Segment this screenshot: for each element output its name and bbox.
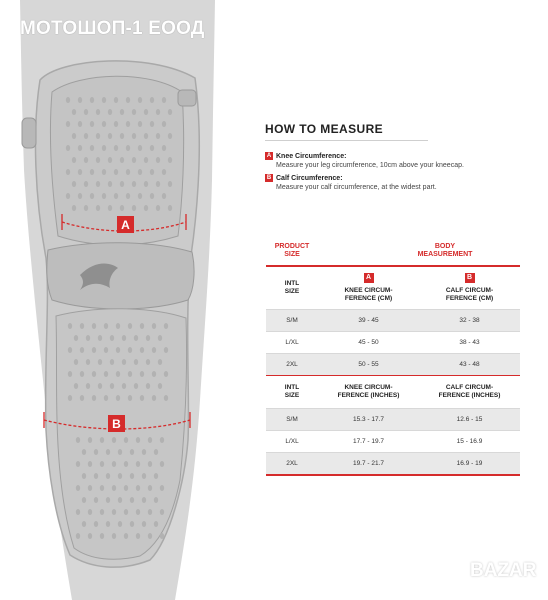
vent-hole bbox=[140, 371, 144, 377]
knee-cm-cell: 39 - 45 bbox=[358, 317, 379, 324]
vent-hole bbox=[104, 323, 108, 329]
table-row bbox=[266, 453, 520, 476]
vent-hole bbox=[154, 449, 158, 455]
vent-hole bbox=[78, 121, 82, 127]
vent-hole bbox=[130, 449, 134, 455]
vent-hole bbox=[72, 133, 76, 139]
vent-hole bbox=[122, 359, 126, 365]
size-cell: S/M bbox=[286, 317, 298, 324]
vent-hole bbox=[156, 133, 160, 139]
vent-hole bbox=[102, 97, 106, 103]
vent-hole bbox=[110, 335, 114, 341]
vent-hole bbox=[74, 383, 78, 389]
vent-hole bbox=[124, 437, 128, 443]
vent-hole bbox=[148, 509, 152, 515]
inch-intl-line1: INTL bbox=[284, 384, 300, 391]
vent-hole bbox=[102, 145, 106, 151]
cm-col-a-line1: KNEE CIRCUM- bbox=[344, 287, 393, 294]
vent-hole bbox=[140, 323, 144, 329]
cm-col-a-badge: A bbox=[364, 273, 374, 283]
vent-hole bbox=[126, 169, 130, 175]
vent-hole bbox=[118, 473, 122, 479]
vent-hole bbox=[144, 157, 148, 163]
vent-hole bbox=[142, 473, 146, 479]
vent-hole bbox=[132, 157, 136, 163]
vent-hole bbox=[72, 109, 76, 115]
vent-hole bbox=[98, 335, 102, 341]
vent-hole bbox=[144, 181, 148, 187]
vent-hole bbox=[160, 509, 164, 515]
vent-hole bbox=[122, 383, 126, 389]
vent-hole bbox=[164, 371, 168, 377]
hinge-top bbox=[178, 90, 196, 106]
vent-hole bbox=[136, 461, 140, 467]
knee-inch-cell: 15.3 - 17.7 bbox=[352, 416, 385, 423]
vent-hole bbox=[132, 133, 136, 139]
vent-hole bbox=[90, 169, 94, 175]
vent-hole bbox=[144, 205, 148, 211]
vent-hole bbox=[120, 109, 124, 115]
inch-col-a-line2: FERENCE (INCHES) bbox=[337, 392, 400, 399]
vent-hole bbox=[100, 461, 104, 467]
vent-hole bbox=[138, 169, 142, 175]
vent-hole bbox=[162, 193, 166, 199]
vent-hole bbox=[136, 485, 140, 491]
vent-hole bbox=[88, 485, 92, 491]
vent-hole bbox=[76, 461, 80, 467]
vent-hole bbox=[110, 383, 114, 389]
table-row bbox=[266, 431, 520, 453]
vent-hole bbox=[140, 395, 144, 401]
vent-hole bbox=[88, 461, 92, 467]
vent-hole bbox=[118, 449, 122, 455]
cm-col-a-line2: FERENCE (CM) bbox=[344, 295, 393, 302]
vent-hole bbox=[138, 121, 142, 127]
cm-col-b-line1: CALF CIRCUM- bbox=[445, 287, 494, 294]
vent-hole bbox=[116, 395, 120, 401]
knee-joint bbox=[47, 243, 194, 309]
vent-hole bbox=[90, 121, 94, 127]
vent-hole bbox=[82, 497, 86, 503]
vent-hole bbox=[72, 181, 76, 187]
instruction-knee-title: Knee Circumference: bbox=[276, 153, 347, 160]
vent-hole bbox=[88, 437, 92, 443]
vent-hole bbox=[112, 485, 116, 491]
title-divider bbox=[265, 140, 428, 141]
cm-intl-line2: SIZE bbox=[284, 288, 300, 295]
vent-hole bbox=[150, 169, 154, 175]
badge-b: B bbox=[266, 175, 272, 181]
vent-hole bbox=[76, 485, 80, 491]
vent-hole bbox=[66, 145, 70, 151]
vent-hole bbox=[128, 371, 132, 377]
vent-hole bbox=[126, 145, 130, 151]
table-row bbox=[266, 332, 520, 354]
knee-inch-cell: 17.7 - 19.7 bbox=[352, 438, 385, 445]
vent-hole bbox=[152, 347, 156, 353]
vent-hole bbox=[168, 205, 172, 211]
vent-hole bbox=[86, 359, 90, 365]
size-cell: 2XL bbox=[286, 460, 298, 467]
inch-knee-header bbox=[318, 384, 419, 400]
product-size-header bbox=[266, 243, 318, 259]
cm-knee-header bbox=[318, 273, 419, 303]
vent-hole bbox=[138, 193, 142, 199]
vent-hole bbox=[162, 121, 166, 127]
vent-hole bbox=[136, 509, 140, 515]
vent-hole bbox=[156, 205, 160, 211]
vent-hole bbox=[116, 323, 120, 329]
marker-b-label: B bbox=[112, 417, 121, 431]
vent-hole bbox=[156, 157, 160, 163]
cm-col-b-line2: FERENCE (CM) bbox=[445, 295, 494, 302]
vent-hole bbox=[96, 157, 100, 163]
vent-hole bbox=[92, 323, 96, 329]
instruction-knee bbox=[265, 152, 464, 170]
vent-hole bbox=[118, 521, 122, 527]
vent-hole bbox=[102, 169, 106, 175]
vent-hole bbox=[154, 473, 158, 479]
instruction-knee-text: Measure your leg circumference, 10cm above your kneecap. bbox=[276, 162, 464, 169]
vent-hole bbox=[72, 157, 76, 163]
vent-hole bbox=[132, 205, 136, 211]
vent-hole bbox=[158, 335, 162, 341]
vent-hole bbox=[124, 461, 128, 467]
body-measurement-line1: BODY bbox=[434, 243, 456, 250]
size-cell: L/XL bbox=[285, 339, 299, 346]
vent-hole bbox=[132, 109, 136, 115]
instruction-calf-title: Calf Circumference: bbox=[276, 175, 343, 182]
vent-hole bbox=[76, 509, 80, 515]
vent-hole bbox=[114, 145, 118, 151]
vent-hole bbox=[78, 169, 82, 175]
vent-hole bbox=[106, 497, 110, 503]
vent-hole bbox=[110, 359, 114, 365]
vent-hole bbox=[164, 347, 168, 353]
vent-hole bbox=[112, 461, 116, 467]
vent-hole bbox=[168, 133, 172, 139]
vent-hole bbox=[104, 347, 108, 353]
inch-intl-size-header bbox=[266, 384, 318, 400]
vent-hole bbox=[66, 97, 70, 103]
vent-hole bbox=[162, 145, 166, 151]
vent-hole bbox=[100, 485, 104, 491]
calf-inch-cell: 12.6 - 15 bbox=[456, 416, 483, 423]
vent-hole bbox=[68, 347, 72, 353]
vent-hole bbox=[152, 371, 156, 377]
vent-hole bbox=[82, 449, 86, 455]
vent-hole bbox=[132, 181, 136, 187]
vent-hole bbox=[122, 335, 126, 341]
vent-hole bbox=[84, 133, 88, 139]
vent-hole bbox=[98, 359, 102, 365]
vent-hole bbox=[98, 383, 102, 389]
size-cell: L/XL bbox=[285, 438, 299, 445]
vent-hole bbox=[168, 109, 172, 115]
vent-hole bbox=[130, 473, 134, 479]
vent-hole bbox=[86, 335, 90, 341]
vent-hole bbox=[160, 533, 164, 539]
vent-hole bbox=[120, 181, 124, 187]
inch-col-b-line2: FERENCE (INCHES) bbox=[438, 392, 501, 399]
cm-column-headers bbox=[266, 267, 520, 310]
vent-hole bbox=[78, 145, 82, 151]
vent-hole bbox=[92, 395, 96, 401]
vent-hole bbox=[164, 395, 168, 401]
size-cell: 2XL bbox=[286, 361, 298, 368]
vent-hole bbox=[124, 533, 128, 539]
cm-intl-line1: INTL bbox=[284, 280, 300, 287]
vent-hole bbox=[84, 181, 88, 187]
vent-hole bbox=[92, 371, 96, 377]
vent-hole bbox=[146, 359, 150, 365]
vent-hole bbox=[112, 509, 116, 515]
cm-calf-header bbox=[419, 273, 520, 303]
vent-hole bbox=[148, 437, 152, 443]
vent-hole bbox=[90, 145, 94, 151]
vent-hole bbox=[124, 509, 128, 515]
vent-hole bbox=[150, 193, 154, 199]
vent-hole bbox=[126, 97, 130, 103]
inch-intl-line2: SIZE bbox=[284, 392, 300, 399]
product-size-line2: SIZE bbox=[284, 251, 300, 258]
vent-hole bbox=[138, 97, 142, 103]
cm-col-b-badge: B bbox=[465, 273, 475, 283]
vent-hole bbox=[162, 97, 166, 103]
cm-intl-size-header bbox=[266, 280, 318, 296]
vent-hole bbox=[148, 533, 152, 539]
vent-hole bbox=[152, 323, 156, 329]
vent-hole bbox=[154, 521, 158, 527]
vent-hole bbox=[126, 193, 130, 199]
vent-hole bbox=[84, 205, 88, 211]
vent-hole bbox=[146, 383, 150, 389]
vent-hole bbox=[80, 371, 84, 377]
vent-hole bbox=[144, 133, 148, 139]
calf-inch-cell: 15 - 16.9 bbox=[456, 438, 483, 445]
vent-hole bbox=[134, 335, 138, 341]
vent-hole bbox=[66, 169, 70, 175]
vent-hole bbox=[94, 521, 98, 527]
vent-hole bbox=[138, 145, 142, 151]
vent-hole bbox=[128, 395, 132, 401]
guide-title: HOW TO MEASURE bbox=[265, 122, 384, 136]
body-measurement-line2: MEASUREMENT bbox=[417, 251, 473, 258]
vent-hole bbox=[90, 97, 94, 103]
vent-hole bbox=[102, 193, 106, 199]
vent-hole bbox=[114, 121, 118, 127]
vent-hole bbox=[120, 133, 124, 139]
vent-hole bbox=[160, 485, 164, 491]
vent-hole bbox=[108, 109, 112, 115]
vent-hole bbox=[136, 533, 140, 539]
vent-hole bbox=[134, 359, 138, 365]
vent-hole bbox=[106, 521, 110, 527]
vent-hole bbox=[106, 473, 110, 479]
vent-hole bbox=[88, 533, 92, 539]
vent-hole bbox=[162, 169, 166, 175]
vent-hole bbox=[82, 521, 86, 527]
table-header bbox=[266, 243, 520, 265]
vent-hole bbox=[84, 109, 88, 115]
vent-hole bbox=[130, 497, 134, 503]
vent-hole bbox=[120, 205, 124, 211]
vent-hole bbox=[158, 383, 162, 389]
vent-hole bbox=[96, 133, 100, 139]
inch-col-b-line1: CALF CIRCUM- bbox=[445, 384, 494, 391]
vent-hole bbox=[112, 533, 116, 539]
vent-hole bbox=[106, 449, 110, 455]
shop-watermark: МОТОШОП-1 ЕООД bbox=[20, 18, 205, 39]
product-size-line1: PRODUCT bbox=[274, 243, 310, 250]
vent-hole bbox=[146, 335, 150, 341]
vent-hole bbox=[124, 485, 128, 491]
vent-hole bbox=[68, 323, 72, 329]
vent-hole bbox=[150, 145, 154, 151]
knee-inch-cell: 19.7 - 21.7 bbox=[352, 460, 385, 467]
vent-hole bbox=[126, 121, 130, 127]
vent-hole bbox=[90, 193, 94, 199]
vent-hole bbox=[80, 347, 84, 353]
vent-hole bbox=[68, 371, 72, 377]
vent-hole bbox=[96, 109, 100, 115]
vent-hole bbox=[120, 157, 124, 163]
vent-hole bbox=[160, 461, 164, 467]
vent-hole bbox=[94, 497, 98, 503]
vent-hole bbox=[74, 335, 78, 341]
vent-hole bbox=[142, 521, 146, 527]
vent-hole bbox=[116, 347, 120, 353]
vent-hole bbox=[108, 181, 112, 187]
size-cell: S/M bbox=[286, 416, 298, 423]
vent-hole bbox=[164, 323, 168, 329]
vent-hole bbox=[150, 121, 154, 127]
side-strap bbox=[22, 118, 36, 148]
vent-hole bbox=[148, 461, 152, 467]
vent-hole bbox=[118, 497, 122, 503]
inch-column-headers bbox=[266, 375, 520, 409]
vent-hole bbox=[128, 347, 132, 353]
vent-hole bbox=[108, 205, 112, 211]
vent-hole bbox=[140, 347, 144, 353]
bazar-logo: BAZAR bbox=[470, 560, 537, 581]
vent-hole bbox=[150, 97, 154, 103]
vent-hole bbox=[96, 181, 100, 187]
table-row bbox=[266, 409, 520, 431]
vent-hole bbox=[84, 157, 88, 163]
vent-hole bbox=[142, 449, 146, 455]
vent-hole bbox=[104, 395, 108, 401]
knee-cm-cell: 50 - 55 bbox=[358, 361, 379, 368]
vent-hole bbox=[86, 383, 90, 389]
vent-hole bbox=[116, 371, 120, 377]
vent-hole bbox=[154, 497, 158, 503]
calf-inch-cell: 16.9 - 19 bbox=[456, 460, 483, 467]
vent-hole bbox=[66, 121, 70, 127]
table-row bbox=[266, 354, 520, 375]
vent-hole bbox=[168, 181, 172, 187]
vent-hole bbox=[66, 193, 70, 199]
vent-hole bbox=[160, 437, 164, 443]
vent-hole bbox=[72, 205, 76, 211]
vent-hole bbox=[156, 109, 160, 115]
vent-hole bbox=[108, 133, 112, 139]
vent-hole bbox=[80, 395, 84, 401]
instruction-calf-text: Measure your calf circumference, at the widest part. bbox=[276, 184, 437, 191]
vent-hole bbox=[68, 395, 72, 401]
calf-cm-cell: 43 - 48 bbox=[459, 361, 480, 368]
size-table bbox=[266, 243, 520, 476]
vent-hole bbox=[114, 97, 118, 103]
vent-hole bbox=[142, 497, 146, 503]
vent-hole bbox=[148, 485, 152, 491]
vent-hole bbox=[74, 359, 78, 365]
vent-hole bbox=[94, 449, 98, 455]
marker-a-label: A bbox=[121, 218, 130, 232]
calf-cm-cell: 32 - 38 bbox=[459, 317, 480, 324]
vent-hole bbox=[114, 169, 118, 175]
vent-hole bbox=[112, 437, 116, 443]
vent-hole bbox=[76, 533, 80, 539]
vent-hole bbox=[100, 437, 104, 443]
vent-hole bbox=[80, 323, 84, 329]
body-measurement-header bbox=[370, 243, 520, 259]
vent-hole bbox=[128, 323, 132, 329]
knee-cm-cell: 45 - 50 bbox=[358, 339, 379, 346]
table-row bbox=[266, 310, 520, 332]
inch-col-a-line1: KNEE CIRCUM- bbox=[344, 384, 393, 391]
vent-hole bbox=[94, 473, 98, 479]
vent-hole bbox=[168, 157, 172, 163]
vent-hole bbox=[78, 97, 82, 103]
vent-hole bbox=[108, 157, 112, 163]
vent-hole bbox=[104, 371, 108, 377]
calf-cm-cell: 38 - 43 bbox=[459, 339, 480, 346]
vent-hole bbox=[92, 347, 96, 353]
vent-hole bbox=[88, 509, 92, 515]
inch-calf-header bbox=[419, 384, 520, 400]
vent-hole bbox=[78, 193, 82, 199]
vent-hole bbox=[114, 193, 118, 199]
vent-hole bbox=[102, 121, 106, 127]
vent-hole bbox=[100, 533, 104, 539]
vent-hole bbox=[156, 181, 160, 187]
instruction-calf bbox=[265, 174, 437, 192]
vent-hole bbox=[158, 359, 162, 365]
vent-hole bbox=[152, 395, 156, 401]
vent-hole bbox=[82, 473, 86, 479]
vent-hole bbox=[96, 205, 100, 211]
vent-hole bbox=[144, 109, 148, 115]
vent-hole bbox=[134, 383, 138, 389]
vent-hole bbox=[136, 437, 140, 443]
vent-hole bbox=[76, 437, 80, 443]
vent-hole bbox=[100, 509, 104, 515]
vent-hole bbox=[130, 521, 134, 527]
badge-a: A bbox=[266, 153, 272, 159]
